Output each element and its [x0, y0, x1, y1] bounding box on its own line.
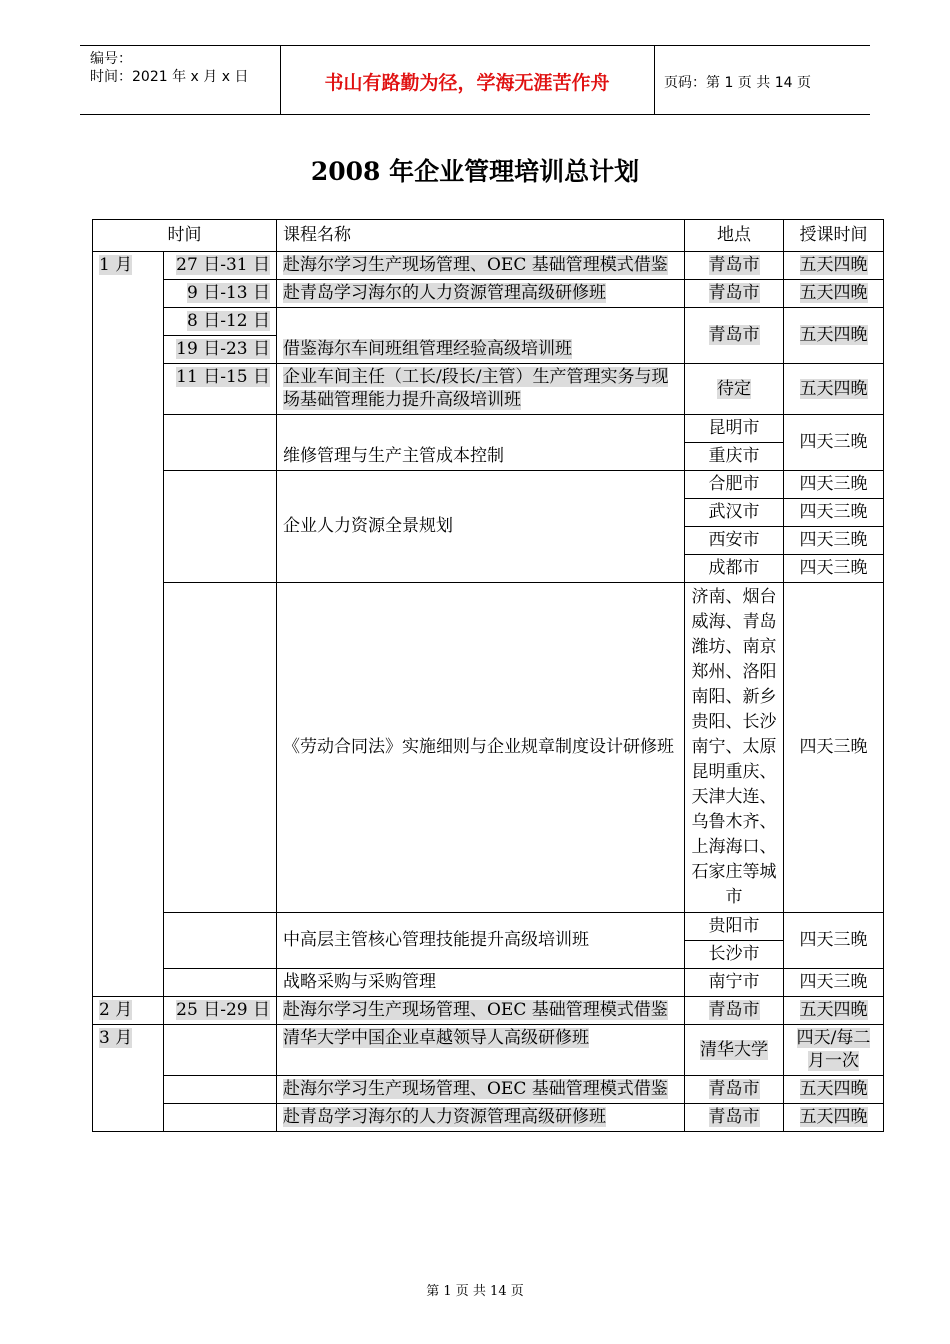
table-row [93, 913, 884, 941]
header-location: 地点 [685, 220, 784, 252]
document-title: 2008 年企业管理培训总计划 [310, 157, 640, 186]
date-label: 27 日-31 日 [176, 255, 270, 275]
header-duration: 授课时间 [784, 220, 884, 252]
location-cell [685, 997, 784, 1025]
date-label: 25 日-29 日 [176, 1000, 270, 1020]
table-row [93, 252, 884, 280]
header-divider [654, 46, 655, 114]
duration-cell [784, 1025, 884, 1076]
location-cell [685, 1025, 784, 1076]
course-cell [277, 1025, 685, 1076]
month-cell [93, 252, 164, 997]
location-cell: 济南、烟台威海、青岛潍坊、南京郑州、洛阳南阳、新乡贵阳、长沙南宁、太原昆明重庆、天津大连、乌鲁木齐、上海海口、石家庄等城市 [685, 583, 784, 913]
location-cell [685, 280, 784, 308]
date-cell [164, 415, 277, 471]
course-label: 赴青岛学习海尔的人力资源管理高级研修班 [283, 283, 606, 303]
date-cell [164, 471, 277, 583]
date-cell [164, 1104, 277, 1132]
table-row [93, 969, 884, 997]
table-row [93, 997, 884, 1025]
duration-label: 五天四晚 [799, 325, 868, 345]
table-row [93, 1076, 884, 1104]
duration-label: 五天四晚 [799, 1079, 868, 1099]
month-cell [93, 997, 164, 1025]
duration-cell: 四天三晚 [784, 969, 884, 997]
table-row [93, 280, 884, 308]
duration-cell [784, 997, 884, 1025]
location-cell: 合肥市 [685, 471, 784, 499]
training-plan-table [92, 219, 884, 1132]
location-label: 青岛市 [708, 1107, 760, 1127]
date-cell [164, 997, 277, 1025]
location-label: 青岛市 [708, 283, 760, 303]
location-cell [685, 252, 784, 280]
course-label: 企业车间主任（工长/段长/主管）生产管理实务与现场基础管理能力提升高级培训班 [283, 367, 669, 410]
page-header [80, 45, 870, 115]
course-label: 赴海尔学习生产现场管理、OEC 基础管理模式借鉴 [283, 1000, 668, 1020]
date-cell [164, 364, 277, 415]
table-row [93, 308, 884, 336]
course-cell: 维修管理与生产主管成本控制 [277, 415, 685, 471]
course-cell: 中高层主管核心管理技能提升高级培训班 [277, 913, 685, 969]
month-label: 3 月 [99, 1028, 133, 1048]
course-cell [277, 364, 685, 415]
location-label: 清华大学 [700, 1039, 768, 1060]
course-cell: 《劳动合同法》实施细则与企业规章制度设计研修班 [277, 583, 685, 913]
course-label: 赴海尔学习生产现场管理、OEC 基础管理模式借鉴 [283, 1079, 668, 1099]
course-cell [277, 1104, 685, 1132]
duration-cell [784, 252, 884, 280]
location-label: 待定 [717, 378, 751, 399]
month-label: 1 月 [99, 255, 133, 275]
header-time: 时间 [93, 220, 277, 252]
table-header-row [93, 220, 884, 252]
date-label: 9 日-13 日 [187, 283, 270, 303]
duration-cell: 四天三晚 [784, 415, 884, 471]
location-cell: 重庆市 [685, 443, 784, 471]
duration-cell [784, 1076, 884, 1104]
duration-cell: 四天三晚 [784, 527, 884, 555]
duration-label: 五天四晚 [799, 283, 868, 303]
course-label: 赴海尔学习生产现场管理、OEC 基础管理模式借鉴 [283, 255, 668, 275]
location-cell: 成都市 [685, 555, 784, 583]
table-row [93, 415, 884, 443]
duration-cell [784, 308, 884, 364]
header-course: 课程名称 [277, 220, 685, 252]
date-label: 8 日-12 日 [187, 311, 270, 331]
course-cell [277, 1076, 685, 1104]
location-cell [685, 308, 784, 364]
duration-cell [784, 364, 884, 415]
duration-cell: 四天三晚 [784, 555, 884, 583]
date-label: 11 日-15 日 [176, 367, 270, 387]
location-cell: 武汉市 [685, 499, 784, 527]
number-label: 编号： [90, 51, 132, 67]
date-cell [164, 308, 277, 336]
location-cell [685, 364, 784, 415]
header-page-info: 页码：第 1 页 共 14 页 [664, 75, 811, 91]
month-cell [93, 1025, 164, 1132]
date-cell [164, 1025, 277, 1076]
month-label: 2 月 [99, 1000, 133, 1020]
location-cell [685, 1104, 784, 1132]
date-cell [164, 252, 277, 280]
table-row [93, 471, 884, 499]
duration-label: 五天四晚 [799, 378, 868, 399]
duration-label: 四天/每二月一次 [796, 1028, 871, 1071]
location-cell [685, 1076, 784, 1104]
table-row [93, 364, 884, 415]
duration-cell: 四天三晚 [784, 583, 884, 913]
duration-cell: 四天三晚 [784, 913, 884, 969]
time-label: 时间：2021 年 x 月 x 日 [90, 69, 249, 85]
date-cell [164, 583, 277, 913]
course-cell [277, 280, 685, 308]
date-cell [164, 280, 277, 308]
location-label: 青岛市 [708, 1000, 760, 1020]
header-motto: 书山有路勤为径，学海无涯苦作舟 [324, 72, 610, 94]
course-label: 借鉴海尔车间班组管理经验高级培训班 [283, 339, 572, 359]
location-cell: 昆明市 [685, 415, 784, 443]
date-cell [164, 336, 277, 364]
course-cell [277, 997, 685, 1025]
duration-cell: 四天三晚 [784, 499, 884, 527]
date-cell [164, 969, 277, 997]
duration-label: 五天四晚 [799, 1107, 868, 1127]
table-row [93, 1104, 884, 1132]
table-row [93, 583, 884, 913]
course-label: 赴青岛学习海尔的人力资源管理高级研修班 [283, 1107, 606, 1127]
date-label: 19 日-23 日 [176, 339, 270, 359]
location-label: 青岛市 [708, 255, 760, 275]
location-cell: 长沙市 [685, 941, 784, 969]
location-cell: 西安市 [685, 527, 784, 555]
date-cell [164, 913, 277, 969]
duration-label: 五天四晚 [799, 255, 868, 275]
date-cell [164, 1076, 277, 1104]
duration-label: 五天四晚 [799, 1000, 868, 1020]
duration-cell [784, 280, 884, 308]
course-label: 清华大学中国企业卓越领导人高级研修班 [283, 1028, 589, 1048]
page-footer: 第 1 页 共 14 页 [426, 1284, 524, 1299]
location-cell: 贵阳市 [685, 913, 784, 941]
table-row [93, 1025, 884, 1076]
location-label: 青岛市 [708, 325, 760, 345]
location-label: 青岛市 [708, 1079, 760, 1099]
header-meta [80, 46, 280, 114]
course-cell: 企业人力资源全景规划 [277, 471, 685, 583]
duration-cell [784, 1104, 884, 1132]
location-cell: 南宁市 [685, 969, 784, 997]
course-cell: 战略采购与采购管理 [277, 969, 685, 997]
course-cell [277, 252, 685, 280]
duration-cell: 四天三晚 [784, 471, 884, 499]
course-cell [277, 308, 685, 364]
